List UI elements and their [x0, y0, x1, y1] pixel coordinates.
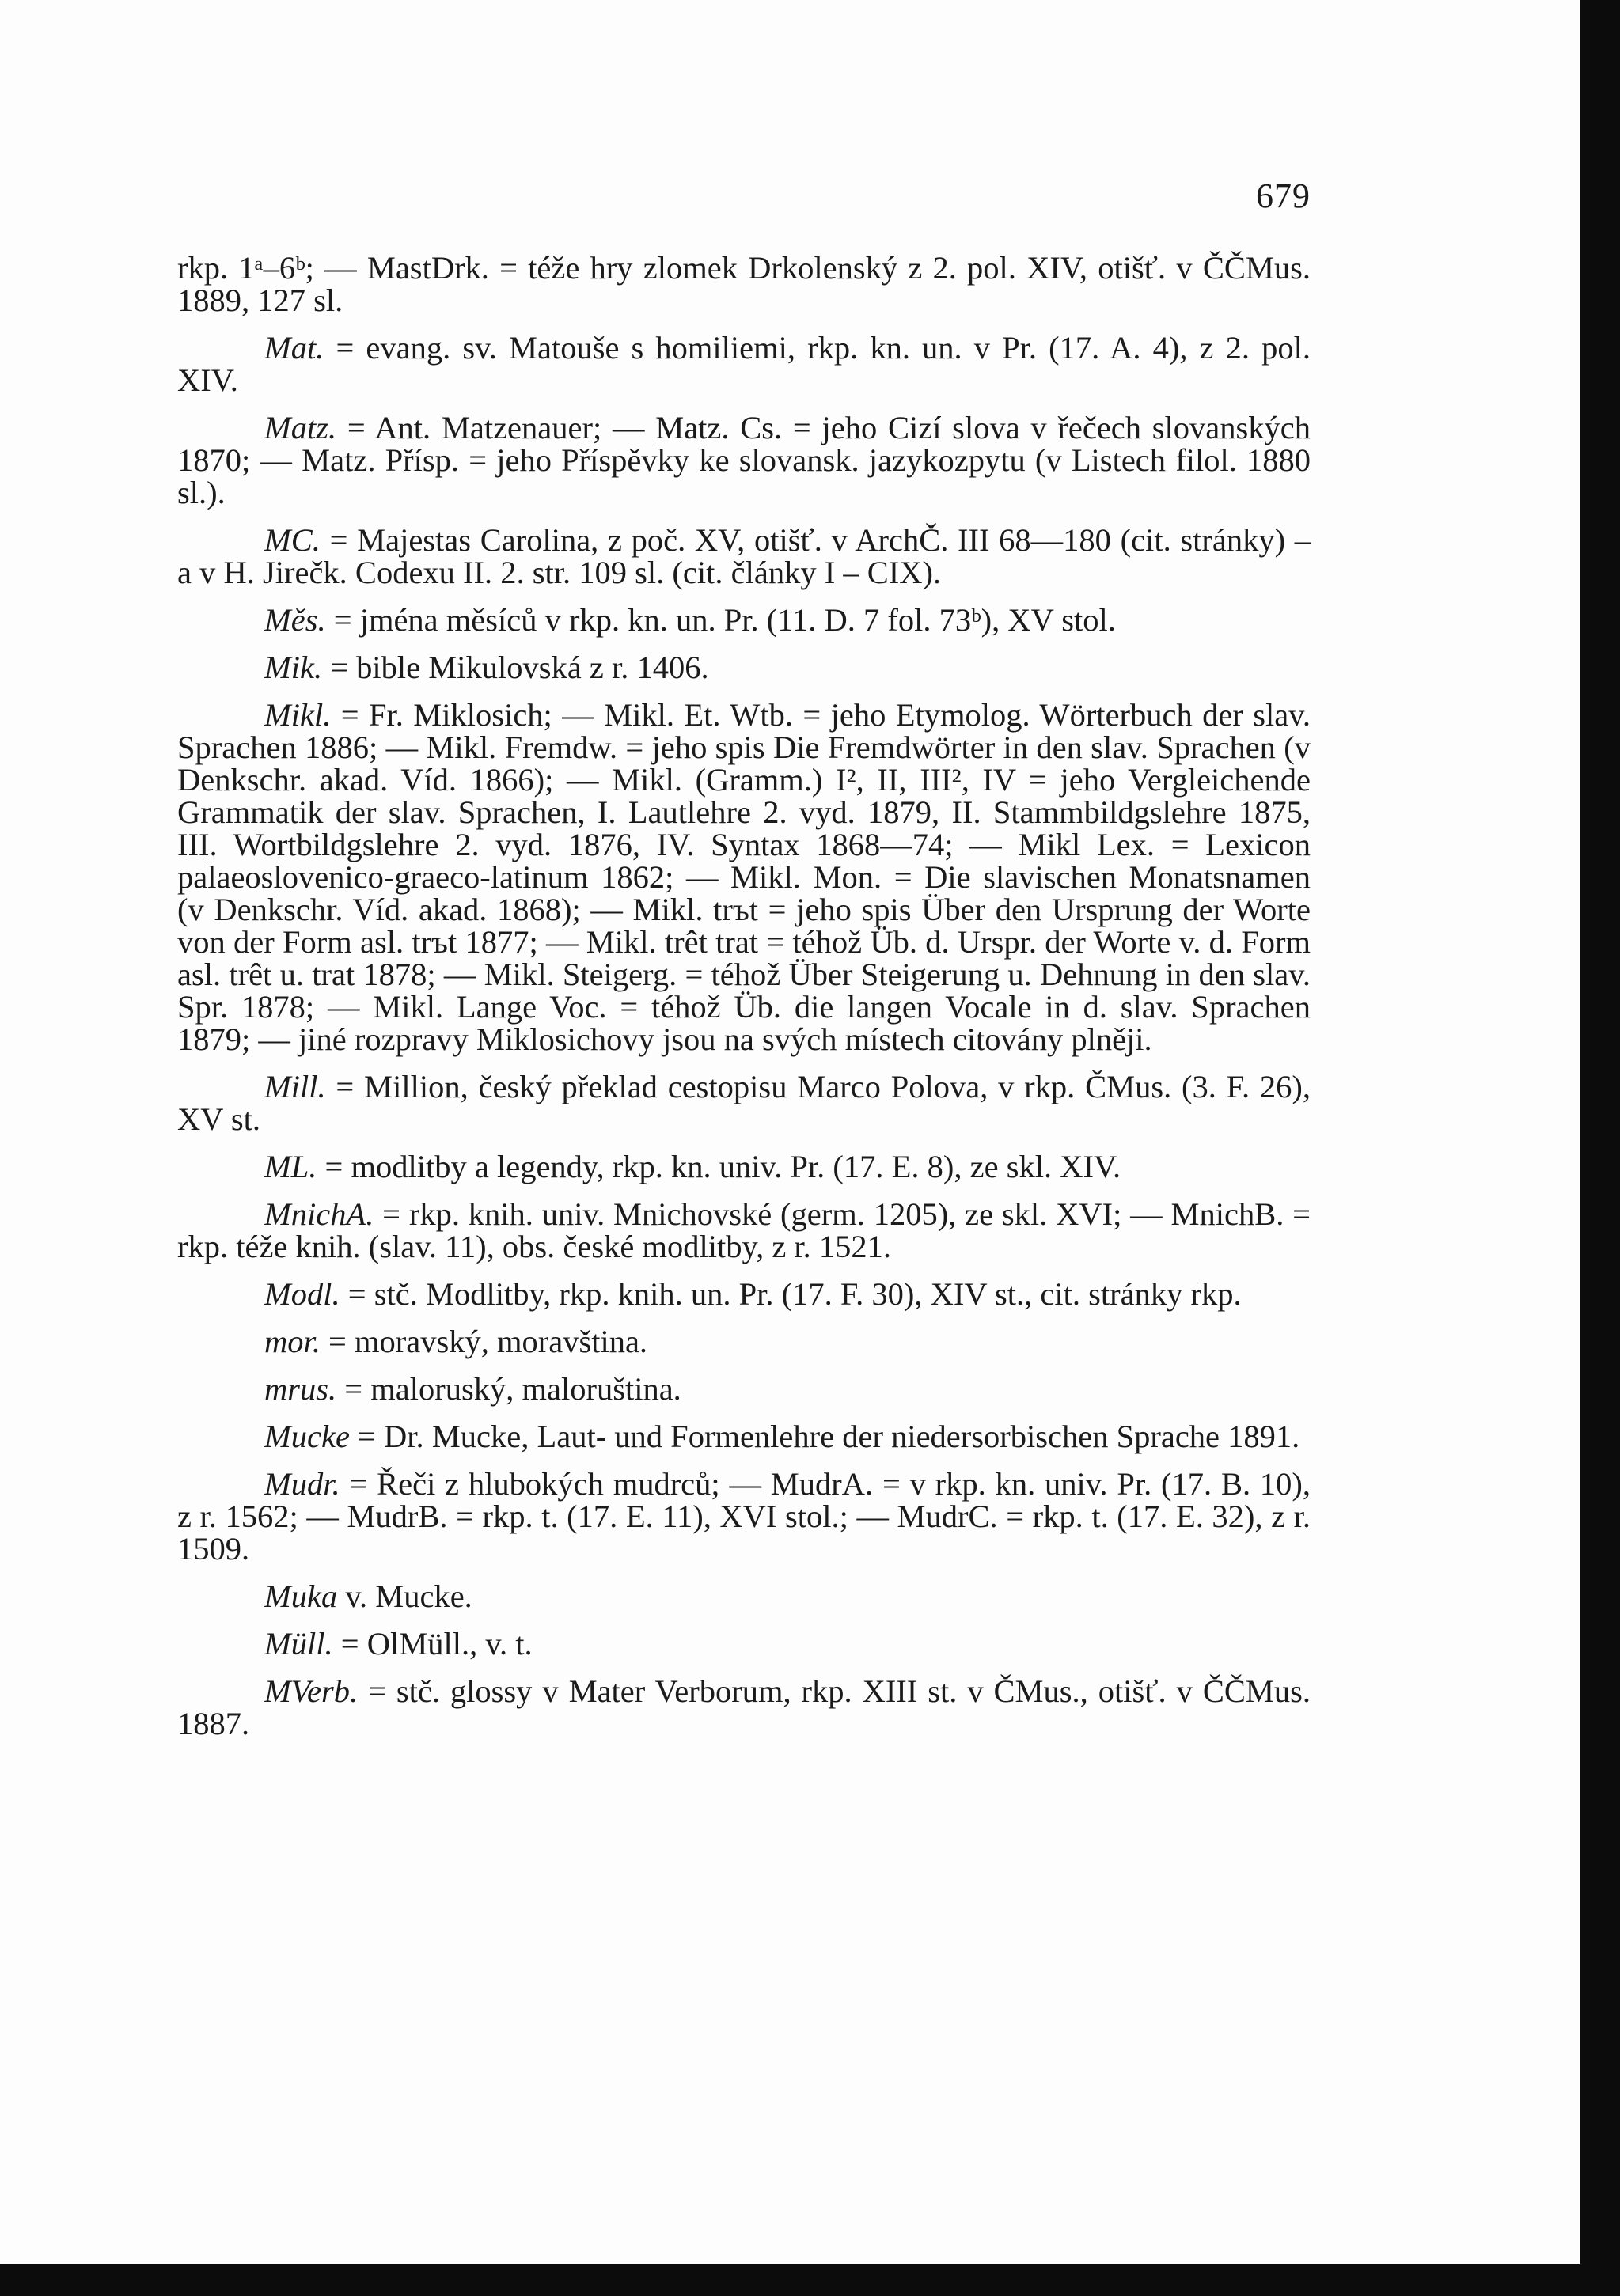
entry-abbr: Mik.	[264, 650, 323, 685]
entry-abbr: MC.	[264, 522, 321, 558]
entry-text: = Fr. Miklosich; — Mikl. Et. Wtb. = jeho Etymolog. Wörterbuch der slav. Sprachen 1886; — Mikl. Fremdw. = jeho spis Die Fremdwörter in den slav. Sprachen (v Denkschr. akad. Víd. 1866); — Mikl. (Gramm.) I², II, III², IV = jeho Vergleichende Grammatik der slav. Sprachen, I. Lautlehre 2. vyd. 1879, II. Stammbildgslehre 1875, III. Wortbildgslehre 2. vyd. 1876, IV. Syntax 1868—74; — Mikl Lex. = Lexicon palaeoslovenico-graeco-latinum 1862; — Mikl. Mon. = Die slavischen Monatsnamen (v Denkschr. Víd. akad. 1868); — Mikl. trъt = jeho spis Über den Ursprung der Worte von der Form asl. trъt 1877; — Mikl. trêt trat = téhož Üb. d. Urspr. der Worte v. d. Form asl. trêt u. trat 1878; — Mikl. Steigerg. = téhož Über Steigerung u. Dehnung in den slav. Spr. 1878; — Mikl. Lange Voc. = téhož Üb. die langen Vocale in d. slav. Sprachen 1879; — jiné rozpravy Miklosichovy jsou na svých místech citovány plněji.	[177, 697, 1311, 1057]
entry-text: = stč. Modlitby, rkp. knih. un. Pr. (17. F. 30), XIV st., cit. stránky rkp.	[347, 1276, 1242, 1312]
scan-border-bottom	[0, 2264, 1620, 2296]
entry-mnich	[177, 1198, 1311, 1263]
entry-modl	[177, 1278, 1311, 1310]
abbreviation-list	[177, 252, 1311, 1755]
entry-text: = rkp. knih. univ. Mnichovské (germ. 1205), ze skl. XVI; — MnichB. = rkp. téže knih. (slav. 11), obs. české modlitby, z r. 1521.	[177, 1196, 1311, 1264]
entry-abbr: Muka	[264, 1578, 338, 1614]
entry-mrus	[177, 1373, 1311, 1405]
entry-mc	[177, 524, 1311, 589]
entry-mat	[177, 332, 1311, 396]
entry-text: = evang. sv. Matouše s homiliemi, rkp. kn. un. v Pr. (17. A. 4), z 2. pol. XIV.	[177, 330, 1311, 398]
entry-mverb	[177, 1675, 1311, 1740]
entry-abbr: Müll.	[264, 1626, 333, 1661]
entry-text: = Majestas Carolina, z poč. XV, otišť. v ArchČ. III 68—180 (cit. stránky) – a v H. Jirečk. Codexu II. 2. str. 109 sl. (cit. články I – CIX).	[177, 522, 1311, 590]
entry-mikl	[177, 699, 1311, 1055]
entry-mudr	[177, 1468, 1311, 1565]
entry-text: = Dr. Mucke, Laut- und Formenlehre der niedersorbischen Sprache 1891.	[358, 1419, 1300, 1454]
scan-border-right	[1580, 0, 1620, 2296]
page-number: 679	[1256, 176, 1311, 215]
entry-text: = jména měsíců v rkp. kn. un. Pr. (11. D. 7 fol. 73ᵇ), XV stol.	[333, 602, 1116, 638]
entry-text: = Řeči z hlubokých mudrců; — MudrA. = v rkp. kn. univ. Pr. (17. B. 10), z r. 1562; — MudrB. = rkp. t. (17. E. 11), XVI stol.; — MudrC. = rkp. t. (17. E. 32), z r. 1509.	[177, 1466, 1311, 1567]
entry-abbr: Mill.	[264, 1069, 326, 1104]
entry-abbr: Mudr.	[264, 1466, 340, 1502]
entry-mucke	[177, 1420, 1311, 1453]
entry-abbr: ML.	[264, 1149, 317, 1184]
entry-text: = Ant. Matzenauer; — Matz. Cs. = jeho Cizí slova v řečech slovanských 1870; — Matz. Přísp. = jeho Příspěvky ke slovansk. jazykozpytu (v Listech filol. 1880 sl.).	[177, 410, 1311, 510]
entry-text: = Million, český překlad cestopisu Marco Polova, v rkp. ČMus. (3. F. 26), XV st.	[177, 1069, 1311, 1137]
entry-abbr: MVerb.	[264, 1673, 359, 1709]
entry-text: rkp. 1ᵃ–6ᵇ; — MastDrk. = téže hry zlomek Drkolenský z 2. pol. XIV, otišť. v ČČMus. 1889, 127 sl.	[177, 250, 1311, 318]
entry-abbr: Mikl.	[264, 697, 332, 733]
entry-mor	[177, 1325, 1311, 1358]
entry-text: = OlMüll., v. t.	[340, 1626, 533, 1661]
entry-text: v. Mucke.	[345, 1578, 472, 1614]
entry-abbr: Mucke	[264, 1419, 350, 1454]
entry-continuation	[177, 252, 1311, 316]
entry-abbr: Měs.	[264, 602, 326, 638]
entry-matz	[177, 411, 1311, 509]
entry-abbr: mrus.	[264, 1371, 337, 1407]
entry-abbr: mor.	[264, 1324, 321, 1359]
entry-abbr: Matz.	[264, 410, 337, 445]
entry-mik	[177, 651, 1311, 684]
entry-abbr: Modl.	[264, 1276, 340, 1312]
entry-text: = stč. glossy v Mater Verborum, rkp. XIII st. v ČMus., otišť. v ČČMus. 1887.	[177, 1673, 1311, 1741]
entry-text: = modlitby a legendy, rkp. kn. univ. Pr. (17. E. 8), ze skl. XIV.	[324, 1149, 1121, 1184]
entry-mes	[177, 604, 1311, 636]
entry-muka	[177, 1580, 1311, 1612]
entry-text: = maloruský, maloruština.	[344, 1371, 681, 1407]
entry-text: = bible Mikulovská z r. 1406.	[330, 650, 709, 685]
entry-mill	[177, 1070, 1311, 1135]
entry-mull	[177, 1627, 1311, 1660]
entry-abbr: Mat.	[264, 330, 324, 366]
entry-ml	[177, 1150, 1311, 1183]
entry-text: = moravský, moravština.	[328, 1324, 648, 1359]
entry-abbr: MnichA.	[264, 1196, 374, 1232]
